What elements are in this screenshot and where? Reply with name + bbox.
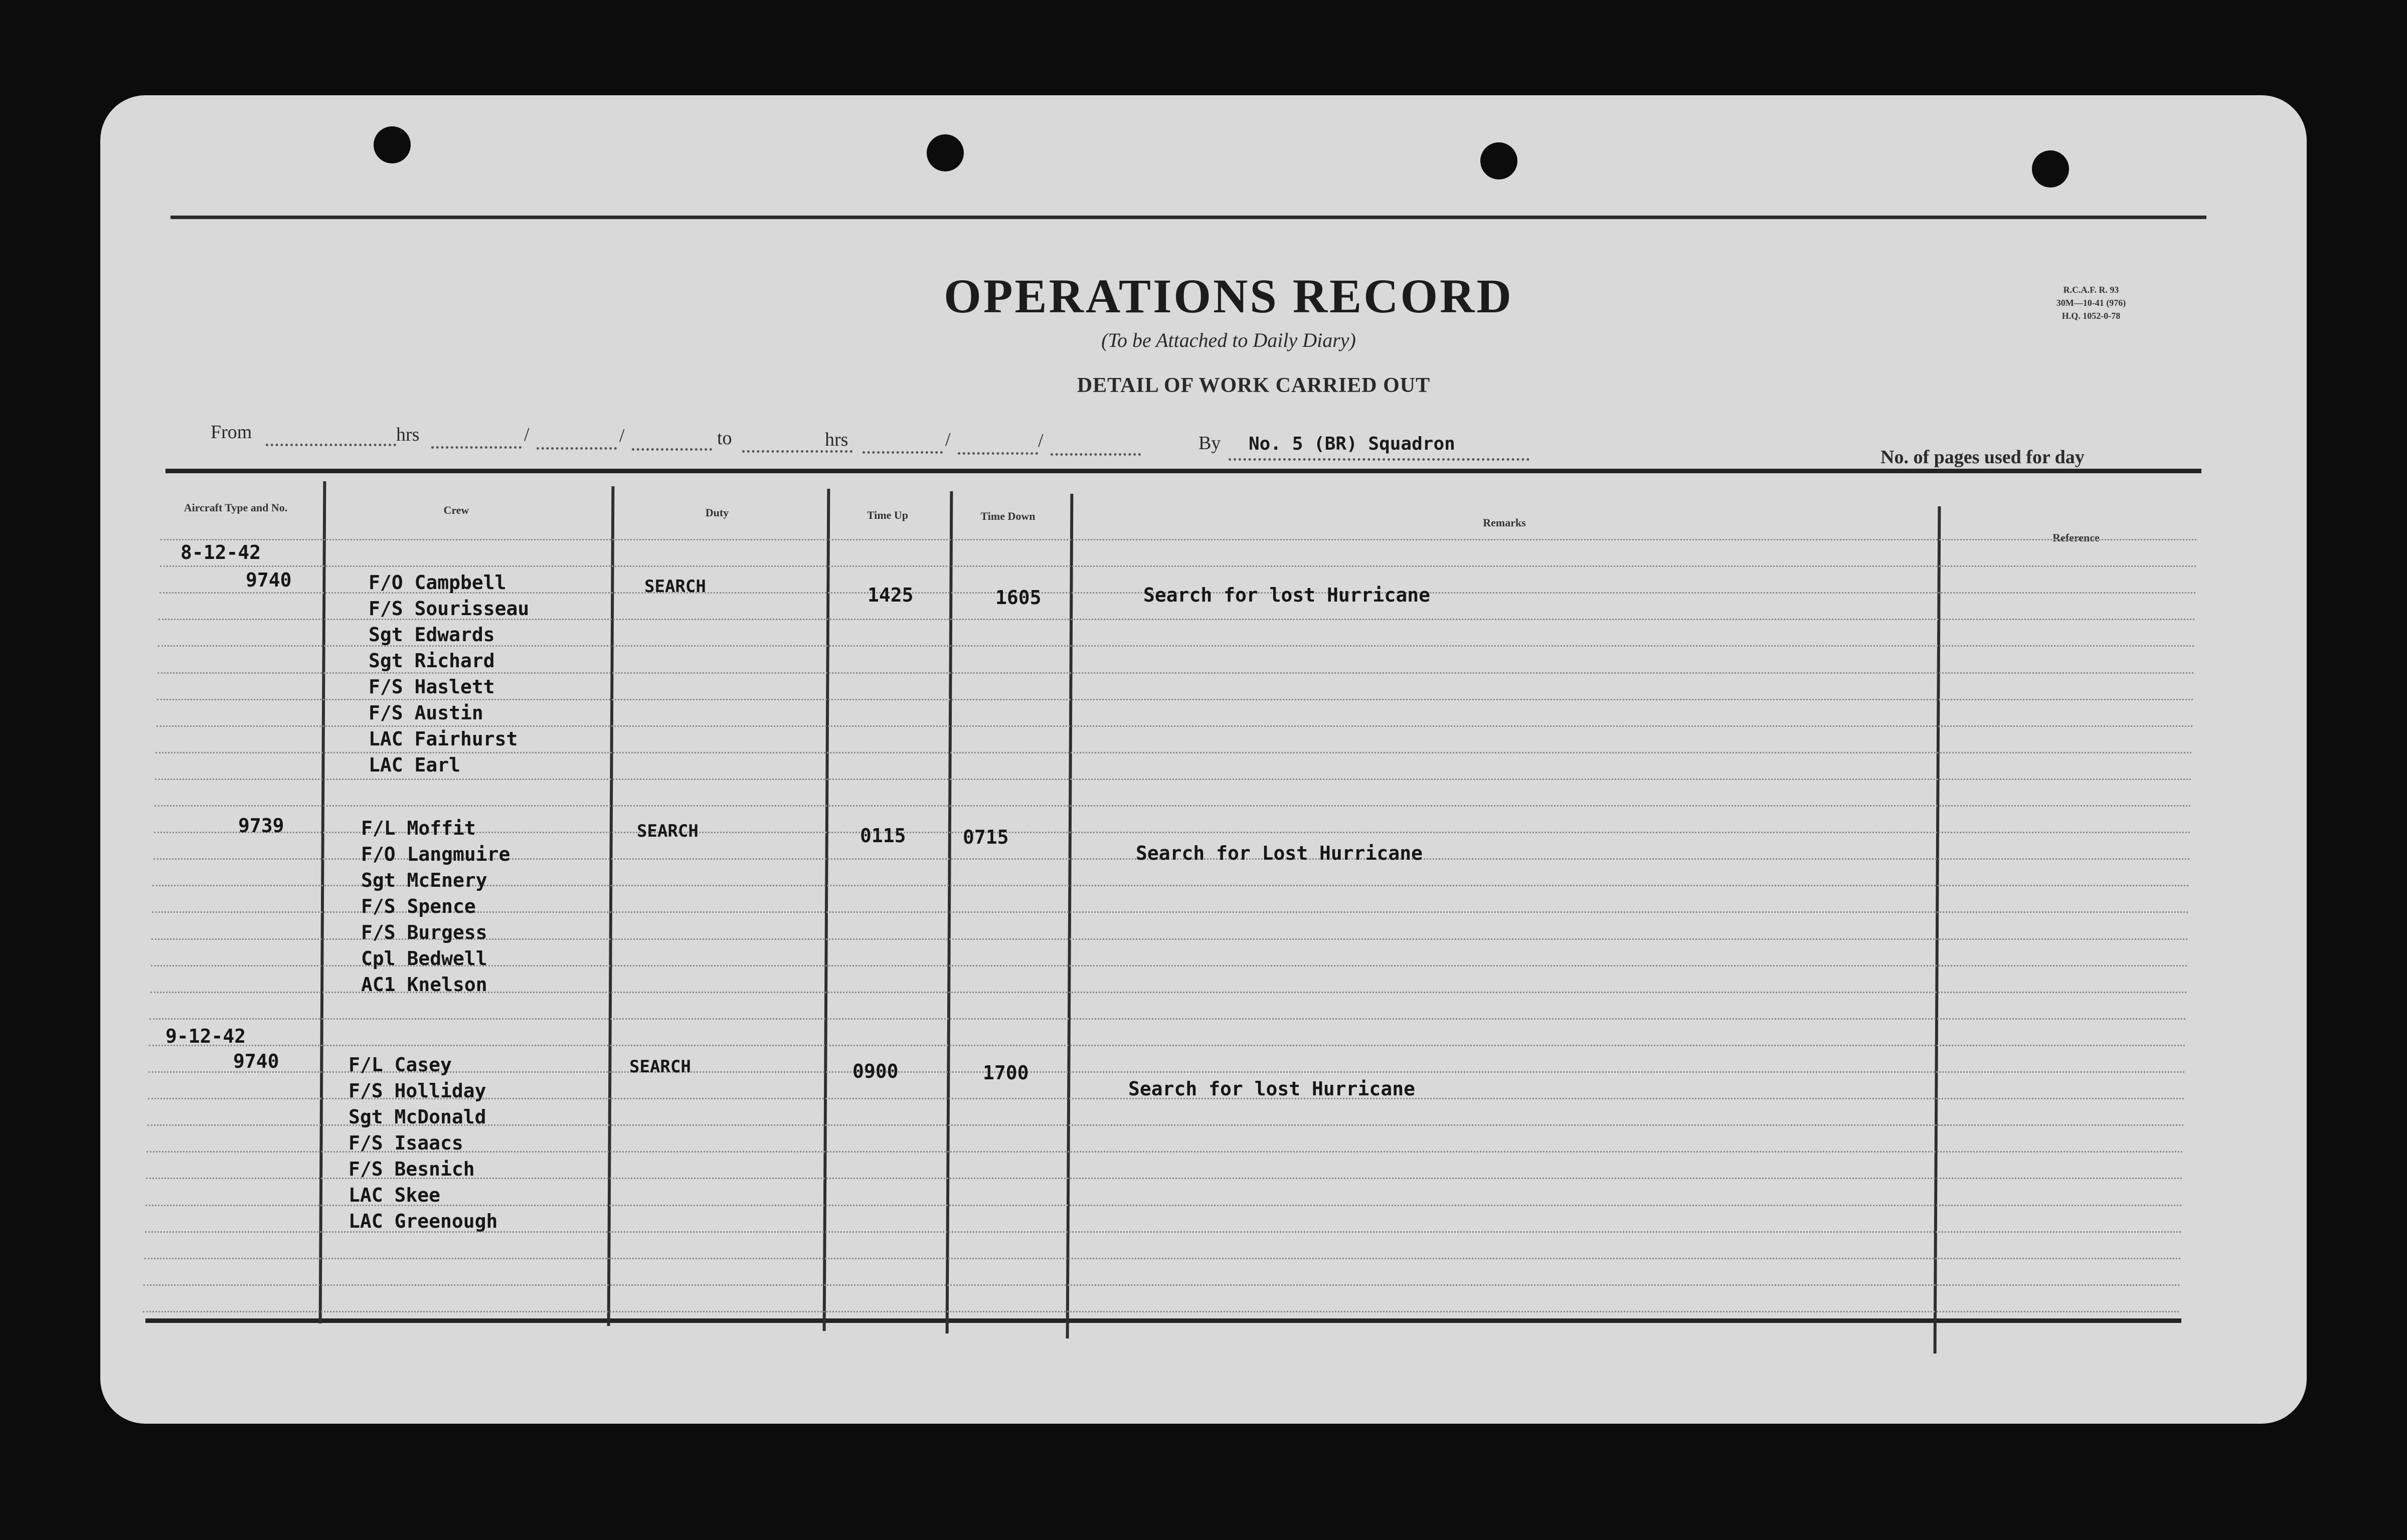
hrs-label: hrs <box>825 429 848 450</box>
crew-member: F/S Spence <box>361 895 476 917</box>
time-up-value: 0900 <box>852 1060 899 1082</box>
col-divider <box>607 486 615 1326</box>
punch-hole <box>927 134 964 171</box>
ruled-line <box>157 699 2193 700</box>
ruled-line <box>157 672 2193 674</box>
crew-member: Cpl Bedwell <box>361 947 487 970</box>
page-title: OPERATIONS RECORD <box>944 269 1513 323</box>
col-divider <box>1066 494 1074 1338</box>
crew-member: F/S Besnich <box>349 1158 475 1180</box>
punch-hole <box>2032 150 2069 187</box>
punch-hole <box>374 126 411 163</box>
table-top-rule <box>165 469 2201 473</box>
crew-member: AC1 Knelson <box>361 974 487 996</box>
punch-hole <box>1480 142 1517 179</box>
ruled-line <box>149 1018 2185 1020</box>
remarks-value: Search for lost Hurricane <box>1143 584 1430 606</box>
ruled-line <box>145 1205 2181 1206</box>
crew-member: F/S Holliday <box>349 1080 486 1102</box>
col-header-reference: Reference <box>2052 531 2100 544</box>
to-label: to <box>717 428 732 449</box>
duty-value: SEARCH <box>629 1057 691 1077</box>
page-subtitle: (To be Attached to Daily Diary) <box>1101 329 1356 351</box>
from-label: From <box>211 422 252 443</box>
table-bottom-rule <box>145 1318 2181 1323</box>
date-slash: / <box>524 424 530 445</box>
remarks-value: Search for Lost Hurricane <box>1136 842 1423 864</box>
ruled-line <box>148 1071 2184 1073</box>
crew-member: F/S Isaacs <box>349 1132 463 1154</box>
form-code: R.C.A.F. R. 93 30M—10-41 (976) H.Q. 1052-0-78 <box>2056 285 2126 321</box>
crew-member: F/O Langmuire <box>361 843 510 865</box>
duty-value: SEARCH <box>644 576 706 597</box>
operations-record-form <box>100 95 2307 1424</box>
col-divider <box>319 481 326 1323</box>
entry-date: 9-12-42 <box>165 1025 246 1047</box>
crew-member: F/S Austin <box>369 702 483 724</box>
crew-member: Sgt Edwards <box>369 624 495 646</box>
ruled-line <box>144 1258 2180 1259</box>
pages-label: No. of pages used for day <box>1880 447 2085 468</box>
date-slash: / <box>945 429 951 450</box>
from-hours-blank <box>266 444 396 446</box>
time-down-value: 1700 <box>983 1062 1029 1084</box>
crew-member: F/O Campbell <box>369 571 506 594</box>
crew-member: F/S Sourisseau <box>369 598 530 620</box>
to-day-blank <box>863 451 943 454</box>
by-blank <box>1229 458 1529 461</box>
col-header-aircraft: Aircraft Type and No. <box>184 501 288 514</box>
crew-member: F/S Haslett <box>369 676 495 698</box>
col-header-duty: Duty <box>705 506 729 519</box>
remarks-value: Search for lost Hurricane <box>1128 1078 1415 1100</box>
ruled-line <box>155 779 2191 780</box>
date-slash: / <box>619 425 625 446</box>
ruled-line <box>143 1311 2179 1312</box>
time-up-value: 0115 <box>860 825 906 847</box>
entry-date: 8-12-42 <box>181 541 261 563</box>
ruled-line <box>156 725 2192 727</box>
crew-member: LAC Skee <box>349 1184 441 1206</box>
time-up-value: 1425 <box>868 584 914 606</box>
squadron-name: No. 5 (BR) Squadron <box>1249 434 1455 454</box>
aircraft-number: 9740 <box>233 1050 279 1072</box>
to-year-blank <box>1051 453 1141 456</box>
col-header-time-up: Time Up <box>867 509 909 521</box>
from-day-blank <box>431 446 522 449</box>
crew-member: Sgt McDonald <box>349 1106 486 1128</box>
ruled-line <box>160 565 2196 567</box>
crew-member: F/L Casey <box>349 1054 452 1076</box>
aircraft-number: 9739 <box>238 815 284 837</box>
from-month-blank <box>537 447 617 450</box>
ruled-line <box>160 539 2196 540</box>
crew-member: LAC Earl <box>369 754 461 776</box>
crew-member: Sgt Richard <box>369 650 495 672</box>
by-label: By <box>1198 433 1221 454</box>
ruled-line <box>154 805 2190 807</box>
duty-value: SEARCH <box>637 821 699 841</box>
detail-heading: DETAIL OF WORK CARRIED OUT <box>1077 374 1431 397</box>
ruled-line <box>155 752 2191 753</box>
col-divider <box>1934 506 1941 1354</box>
hrs-label: hrs <box>396 424 420 445</box>
top-rule <box>170 216 2206 219</box>
crew-member: F/L Moffit <box>361 817 476 839</box>
ruled-line <box>149 1045 2185 1046</box>
date-slash: / <box>1038 430 1044 451</box>
aircraft-number: 9740 <box>246 569 292 591</box>
crew-member: Sgt McEnery <box>361 869 487 891</box>
crew-member: LAC Greenough <box>349 1210 498 1232</box>
crew-member: F/S Burgess <box>361 921 487 943</box>
time-down-value: 0715 <box>963 826 1009 848</box>
col-header-remarks: Remarks <box>1483 516 1526 529</box>
col-header-time-down: Time Down <box>980 510 1036 522</box>
time-down-value: 1605 <box>995 587 1042 609</box>
col-header-crew: Crew <box>443 504 469 516</box>
ruled-line <box>143 1284 2179 1286</box>
from-year-blank <box>632 448 712 451</box>
to-month-blank <box>958 452 1038 455</box>
crew-member: LAC Fairhurst <box>369 728 518 750</box>
